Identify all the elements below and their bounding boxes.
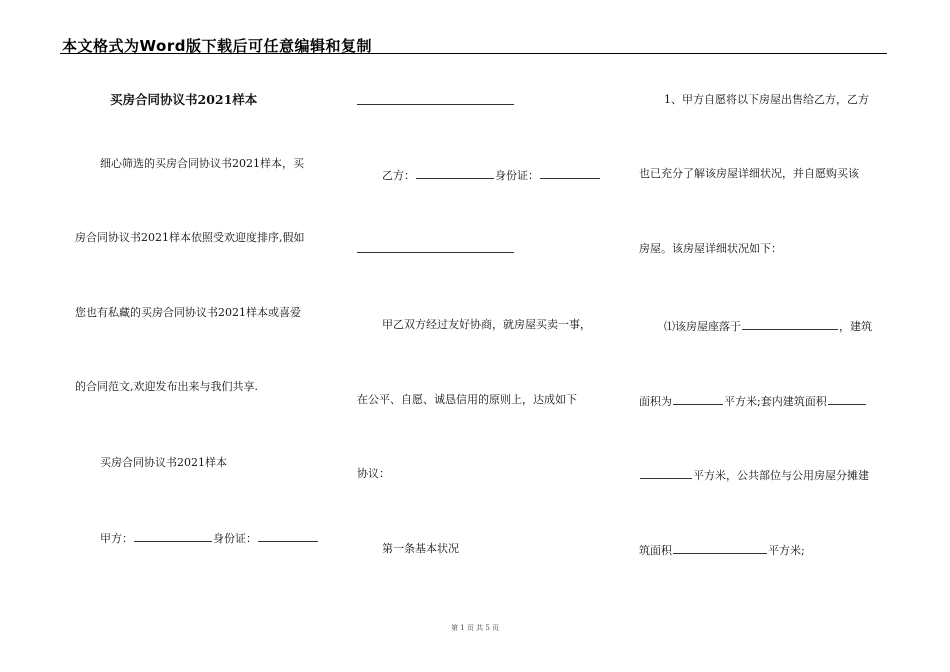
location-label: ⑴该房屋座落于 xyxy=(664,320,741,333)
intro-line: 房合同协议书2021样本依照受欢迎度排序,假如 xyxy=(75,231,305,244)
body-line: 在公平、自愿、诚恳信用的原则上，达成如下 xyxy=(357,393,577,406)
party-a-name-blank xyxy=(134,530,212,542)
party-b-name-blank xyxy=(416,167,494,179)
inner-area-value-blank xyxy=(640,467,692,479)
shared-area-value-label: 筑面积 xyxy=(639,544,672,557)
shared-area-line xyxy=(639,467,869,483)
signature-blank xyxy=(357,104,514,105)
location-line xyxy=(664,318,872,334)
body-line: 协议： xyxy=(357,467,390,480)
area-line xyxy=(639,393,867,409)
location-blank xyxy=(742,318,838,330)
clause-line: 房屋。该房屋详细状况如下： xyxy=(639,242,782,255)
id-label: 身份证： xyxy=(213,532,257,545)
shared-area-blank xyxy=(673,542,767,554)
header-banner: 本文格式为Word版下载后可任意编辑和复制 xyxy=(62,37,372,55)
intro-line: 的合同范文,欢迎发布出来与我们共享. xyxy=(75,380,258,393)
body-line: 甲乙双方经过友好协商，就房屋买卖一事， xyxy=(382,318,591,331)
party-b-label: 乙方： xyxy=(382,169,415,182)
document-title: 买房合同协议书2021样本 xyxy=(110,92,258,107)
shared-area-value-line xyxy=(639,542,805,558)
party-a-label: 甲方： xyxy=(100,532,133,545)
party-b-id-blank xyxy=(540,167,600,179)
clause-line: 1、甲方自愿将以下房屋出售给乙方，乙方 xyxy=(664,93,869,106)
shared-area-unit: 平方米; xyxy=(768,544,805,557)
intro-line: 细心筛选的买房合同协议书2021样本，买 xyxy=(100,157,304,170)
inner-area-blank xyxy=(828,393,866,405)
article-heading: 第一条基本状况 xyxy=(382,542,459,555)
id-label: 身份证： xyxy=(495,169,539,182)
party-a-line xyxy=(100,530,319,546)
party-a-id-blank xyxy=(258,530,318,542)
address-blank xyxy=(357,252,514,253)
header-divider xyxy=(60,53,887,54)
section-subtitle: 买房合同协议书2021样本 xyxy=(100,456,227,469)
page-footer: 第 1 页 共 5 页 xyxy=(450,624,500,632)
clause-line: 也已充分了解该房屋详细状况，并自愿购买该 xyxy=(639,167,859,180)
area-label: 面积为 xyxy=(639,395,672,408)
party-b-line xyxy=(382,167,601,183)
location-suffix: ，建筑 xyxy=(839,320,872,333)
shared-area-label: 平方米，公共部位与公用房屋分摊建 xyxy=(693,469,869,482)
inner-area-label: 平方米;套内建筑面积 xyxy=(724,395,827,408)
building-area-blank xyxy=(673,393,723,405)
intro-line: 您也有私藏的买房合同协议书2021样本或喜爱 xyxy=(75,306,301,319)
